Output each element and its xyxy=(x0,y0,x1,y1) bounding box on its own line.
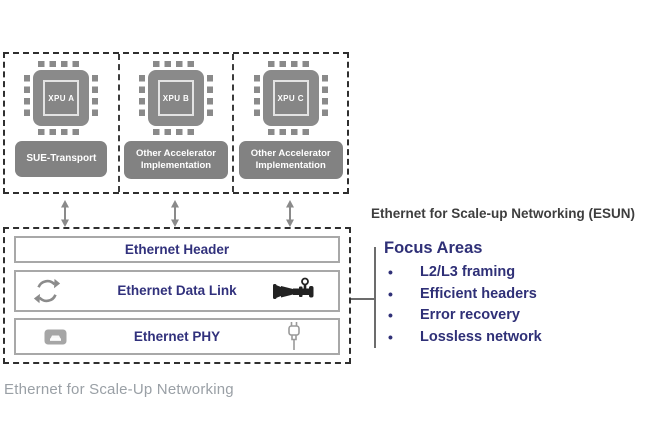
chip-pins xyxy=(153,129,199,135)
ethernet-datalink-label: Ethernet Data Link xyxy=(117,283,237,298)
focus-areas-list xyxy=(384,262,634,348)
xpu-group-box xyxy=(3,52,349,194)
pipe-valve-icon xyxy=(272,277,316,305)
up-down-arrow-icon xyxy=(283,200,297,227)
xpu-column-a xyxy=(5,54,118,192)
esun-title: Ethernet for Scale-up Networking (ESUN) xyxy=(371,206,636,221)
focus-areas-panel xyxy=(384,239,634,348)
ethernet-datalink-row xyxy=(14,270,340,312)
cable-plug-icon xyxy=(286,321,302,353)
chip-label: XPU A xyxy=(43,80,79,116)
focus-item: • Error recovery xyxy=(384,305,634,327)
chip-label: XPU B xyxy=(158,80,194,116)
focus-bracket-line xyxy=(374,247,376,348)
ethernet-layers-box xyxy=(3,227,351,364)
chip-pins xyxy=(92,75,98,121)
xpu-chip-icon xyxy=(33,70,89,126)
chip-pins xyxy=(268,61,314,67)
figure-caption: Ethernet for Scale-Up Networking xyxy=(4,381,234,398)
ethernet-header-label: Ethernet Header xyxy=(124,242,230,257)
focus-item: • L2/L3 framing xyxy=(384,262,634,284)
chip-pins xyxy=(38,129,84,135)
ethernet-port-icon xyxy=(44,329,67,345)
xpu-column-c xyxy=(232,54,347,192)
chip-pins xyxy=(254,75,260,121)
connector-line-horizontal xyxy=(351,298,376,300)
ethernet-phy-row xyxy=(14,318,340,355)
focus-areas-heading: Focus Areas xyxy=(384,239,483,257)
accelerator-impl-box: Other Accelerator Implementation xyxy=(239,141,343,179)
up-down-arrow-icon xyxy=(168,200,182,227)
chip-pins xyxy=(207,75,213,121)
chip-pins xyxy=(322,75,328,121)
focus-item: • Lossless network xyxy=(384,327,634,349)
sync-arrows-icon xyxy=(32,276,62,306)
chip-pins xyxy=(38,61,84,67)
xpu-column-b xyxy=(118,54,233,192)
chip-pins xyxy=(268,129,314,135)
chip-pins xyxy=(153,61,199,67)
xpu-chip-icon xyxy=(263,70,319,126)
ethernet-header-row xyxy=(14,236,340,263)
accelerator-impl-box: Other Accelerator Implementation xyxy=(124,141,228,179)
chip-pins xyxy=(139,75,145,121)
up-down-arrow-icon xyxy=(58,200,72,227)
sue-transport-box: SUE-Transport xyxy=(15,141,107,177)
xpu-chip-icon xyxy=(148,70,204,126)
chip-label: XPU C xyxy=(273,80,309,116)
chip-pins xyxy=(24,75,30,121)
ethernet-phy-label: Ethernet PHY xyxy=(133,329,221,344)
focus-item: • Efficient headers xyxy=(384,284,634,306)
